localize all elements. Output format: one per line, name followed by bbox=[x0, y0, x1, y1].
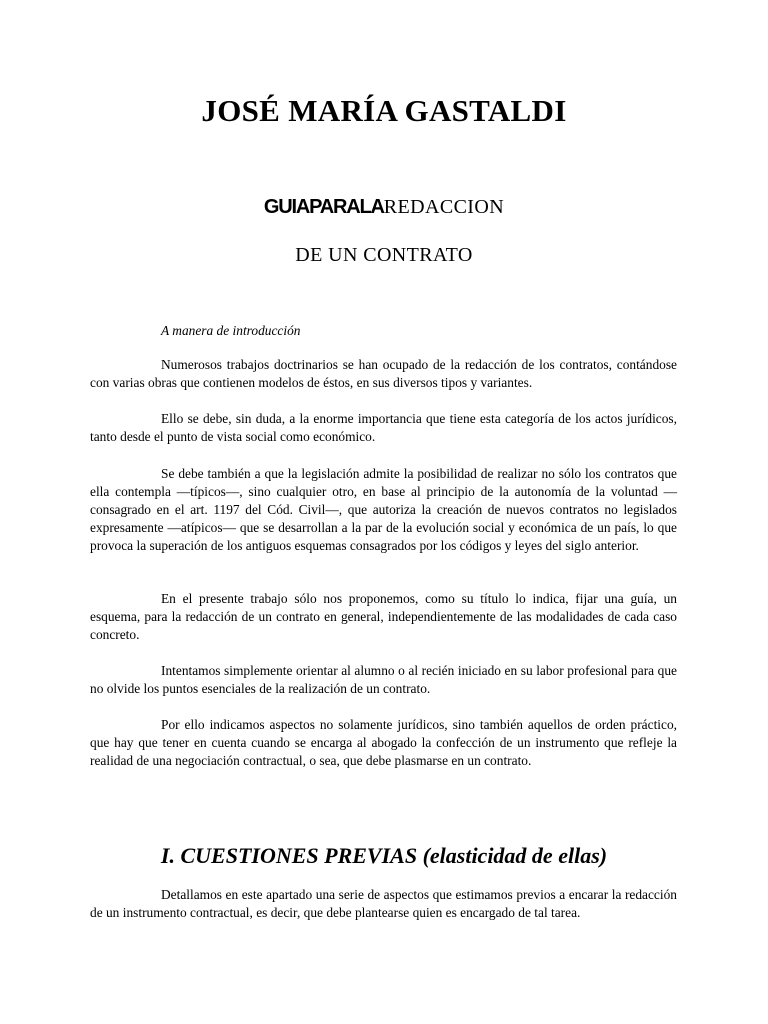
intro-heading: A manera de introducción bbox=[161, 323, 301, 338]
section-paragraph: Detallamos en este apartado una serie de aspectos que estimamos previos a encarar la redacción de un instrumento contractual, es decir, que debe plantearse quien es encargado de tal tarea. bbox=[90, 887, 677, 920]
paragraph: Por ello indicamos aspectos no solamente jurídicos, sino también aquellos de orden práctico, que hay que tener en cuenta cuando se encarga al abogado la confección de un instrumento que refleje la realidad de una negociación contractual, o sea, que debe plasmarse en un contrato. bbox=[90, 717, 677, 768]
document-title-line1 bbox=[0, 196, 768, 219]
title-part-serif: REDACCION bbox=[383, 196, 505, 218]
author-name: JOSÉ MARÍA GASTALDI bbox=[201, 93, 567, 128]
paragraph: Se debe también a que la legislación admite la posibilidad de realizar no sólo los contratos que ella contempla —típicos—, sino cualquier otro, en base al principio de la autonomía de la voluntad —consagrado en el art. 1197 del Cód. Civil—, que autoriza la creación de nuevos contratos no legislados expresamente —atípicos— que se desarrollan a la par de la evolución social y económica de un país, lo que provoca la superación de los antiguos esquemas consagrados por los códigos y leyes del siglo anterior. bbox=[90, 466, 677, 553]
paragraph: Ello se debe, sin duda, a la enorme importancia que tiene esta categoría de los actos jurídicos, tanto desde el punto de vista social como económico. bbox=[90, 411, 677, 444]
paragraph: Numerosos trabajos doctrinarios se han ocupado de la redacción de los contratos, contándose con varias obras que contienen modelos de éstos, en sus diversos tipos y variantes. bbox=[90, 357, 677, 390]
paragraph: Intentamos simplemente orientar al alumno o al recién iniciado en su labor profesional para que no olvide los puntos esenciales de la realización de un contrato. bbox=[90, 663, 677, 696]
document-title-line2: DE UN CONTRATO bbox=[295, 244, 473, 266]
title-part-sans: GUIAPARALA bbox=[263, 196, 384, 218]
paragraph: En el presente trabajo sólo nos proponemos, como su título lo indica, fijar una guía, un esquema, para la redacción de un contrato en general, independientemente de las modalidades de cada caso concreto. bbox=[90, 591, 677, 642]
section-heading: I. CUESTIONES PREVIAS (elasticidad de ellas) bbox=[160, 843, 608, 868]
